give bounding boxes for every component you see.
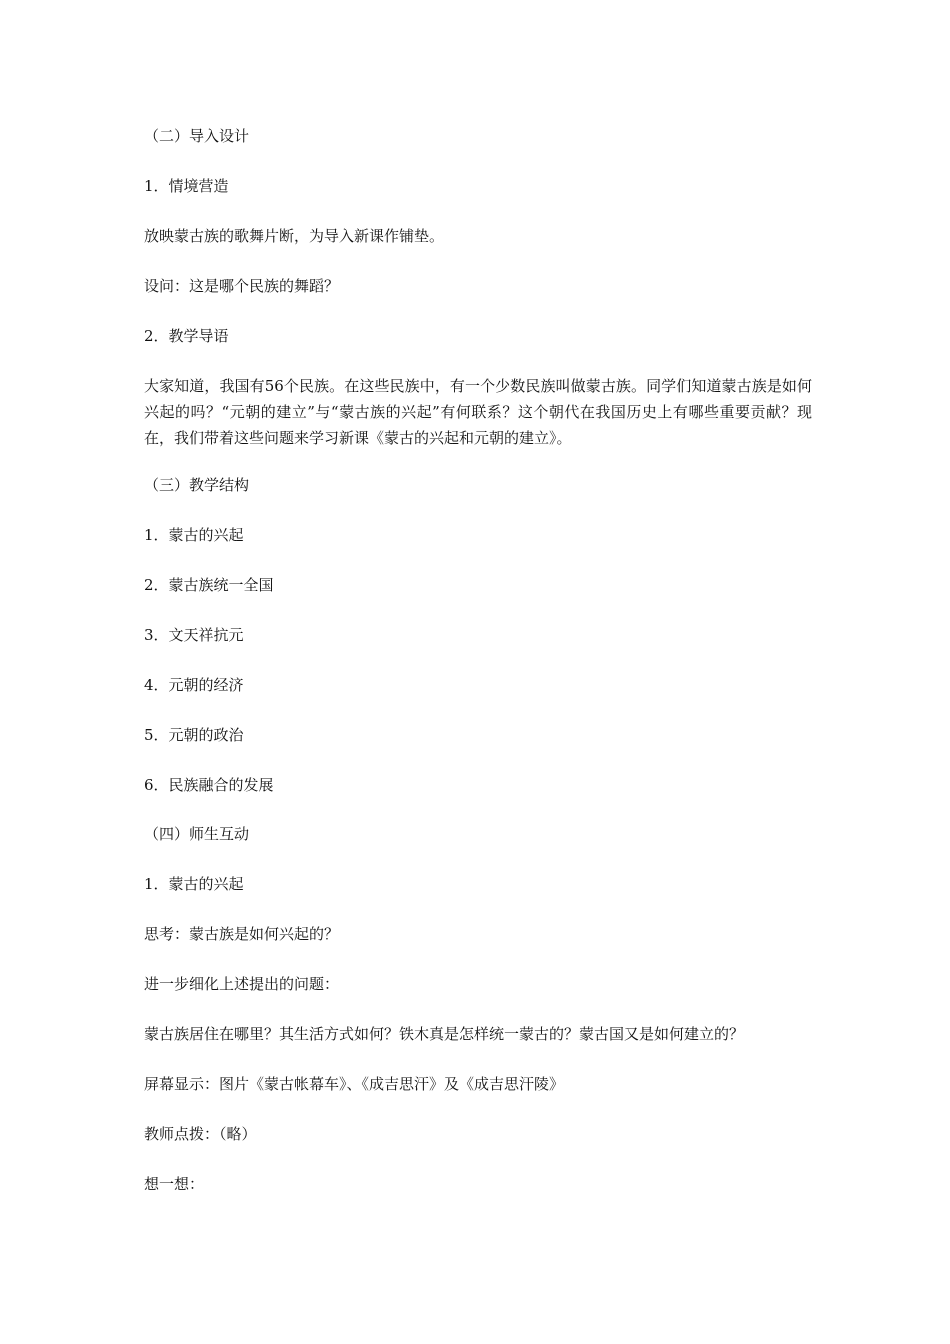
section-heading-interaction: （四）师生互动: [144, 825, 250, 843]
section-heading-intro-design: （二）导入设计: [144, 127, 250, 145]
paragraph-teacher-guidance: 教师点拨：（略）: [144, 1125, 257, 1143]
section-heading-teaching-structure: （三）教学结构: [144, 476, 250, 494]
structure-item-2: 2．蒙古族统一全国: [144, 576, 274, 594]
item-teaching-intro: 2．教学导语: [144, 327, 229, 345]
structure-item-1: 1．蒙古的兴起: [144, 526, 244, 544]
paragraph-refine-question: 进一步细化上述提出的问题：: [144, 975, 340, 993]
paragraph-play-song-dance: 放映蒙古族的歌舞片断，为导入新课作铺垫。: [144, 227, 445, 245]
paragraph-think-question: 思考：蒙古族是如何兴起的？: [144, 925, 340, 943]
paragraph-detailed-questions: 蒙古族居住在哪里？其生活方式如何？铁木真是怎样统一蒙古的？蒙古国又是如何建立的？: [144, 1025, 745, 1043]
paragraph-question-dance: 设问：这是哪个民族的舞蹈？: [144, 277, 340, 295]
structure-item-6: 6．民族融合的发展: [144, 776, 274, 794]
paragraph-screen-display: 屏幕显示：图片《蒙古帐幕车》、《成吉思汗》及《成吉思汗陵》: [144, 1075, 565, 1093]
item-scenario-creation: 1．情境营造: [144, 177, 229, 195]
paragraph-think-about: 想一想：: [144, 1175, 205, 1193]
paragraph-intro-text: 大家知道，我国有56个民族。在这些民族中，有一个少数民族叫做蒙古族。同学们知道蒙古族是如何兴起的吗？“元朝的建立”与“蒙古族的兴起”有何联系？这个朝代在我国历史上有哪些重要贡献？现在，我们带着这些问题来学习新课《蒙古的兴起和元朝的建立》。: [144, 377, 812, 447]
structure-item-5: 5．元朝的政治: [144, 726, 244, 744]
structure-item-3: 3．文天祥抗元: [144, 626, 244, 644]
structure-item-4: 4．元朝的经济: [144, 676, 244, 694]
interaction-item-1: 1．蒙古的兴起: [144, 875, 244, 893]
